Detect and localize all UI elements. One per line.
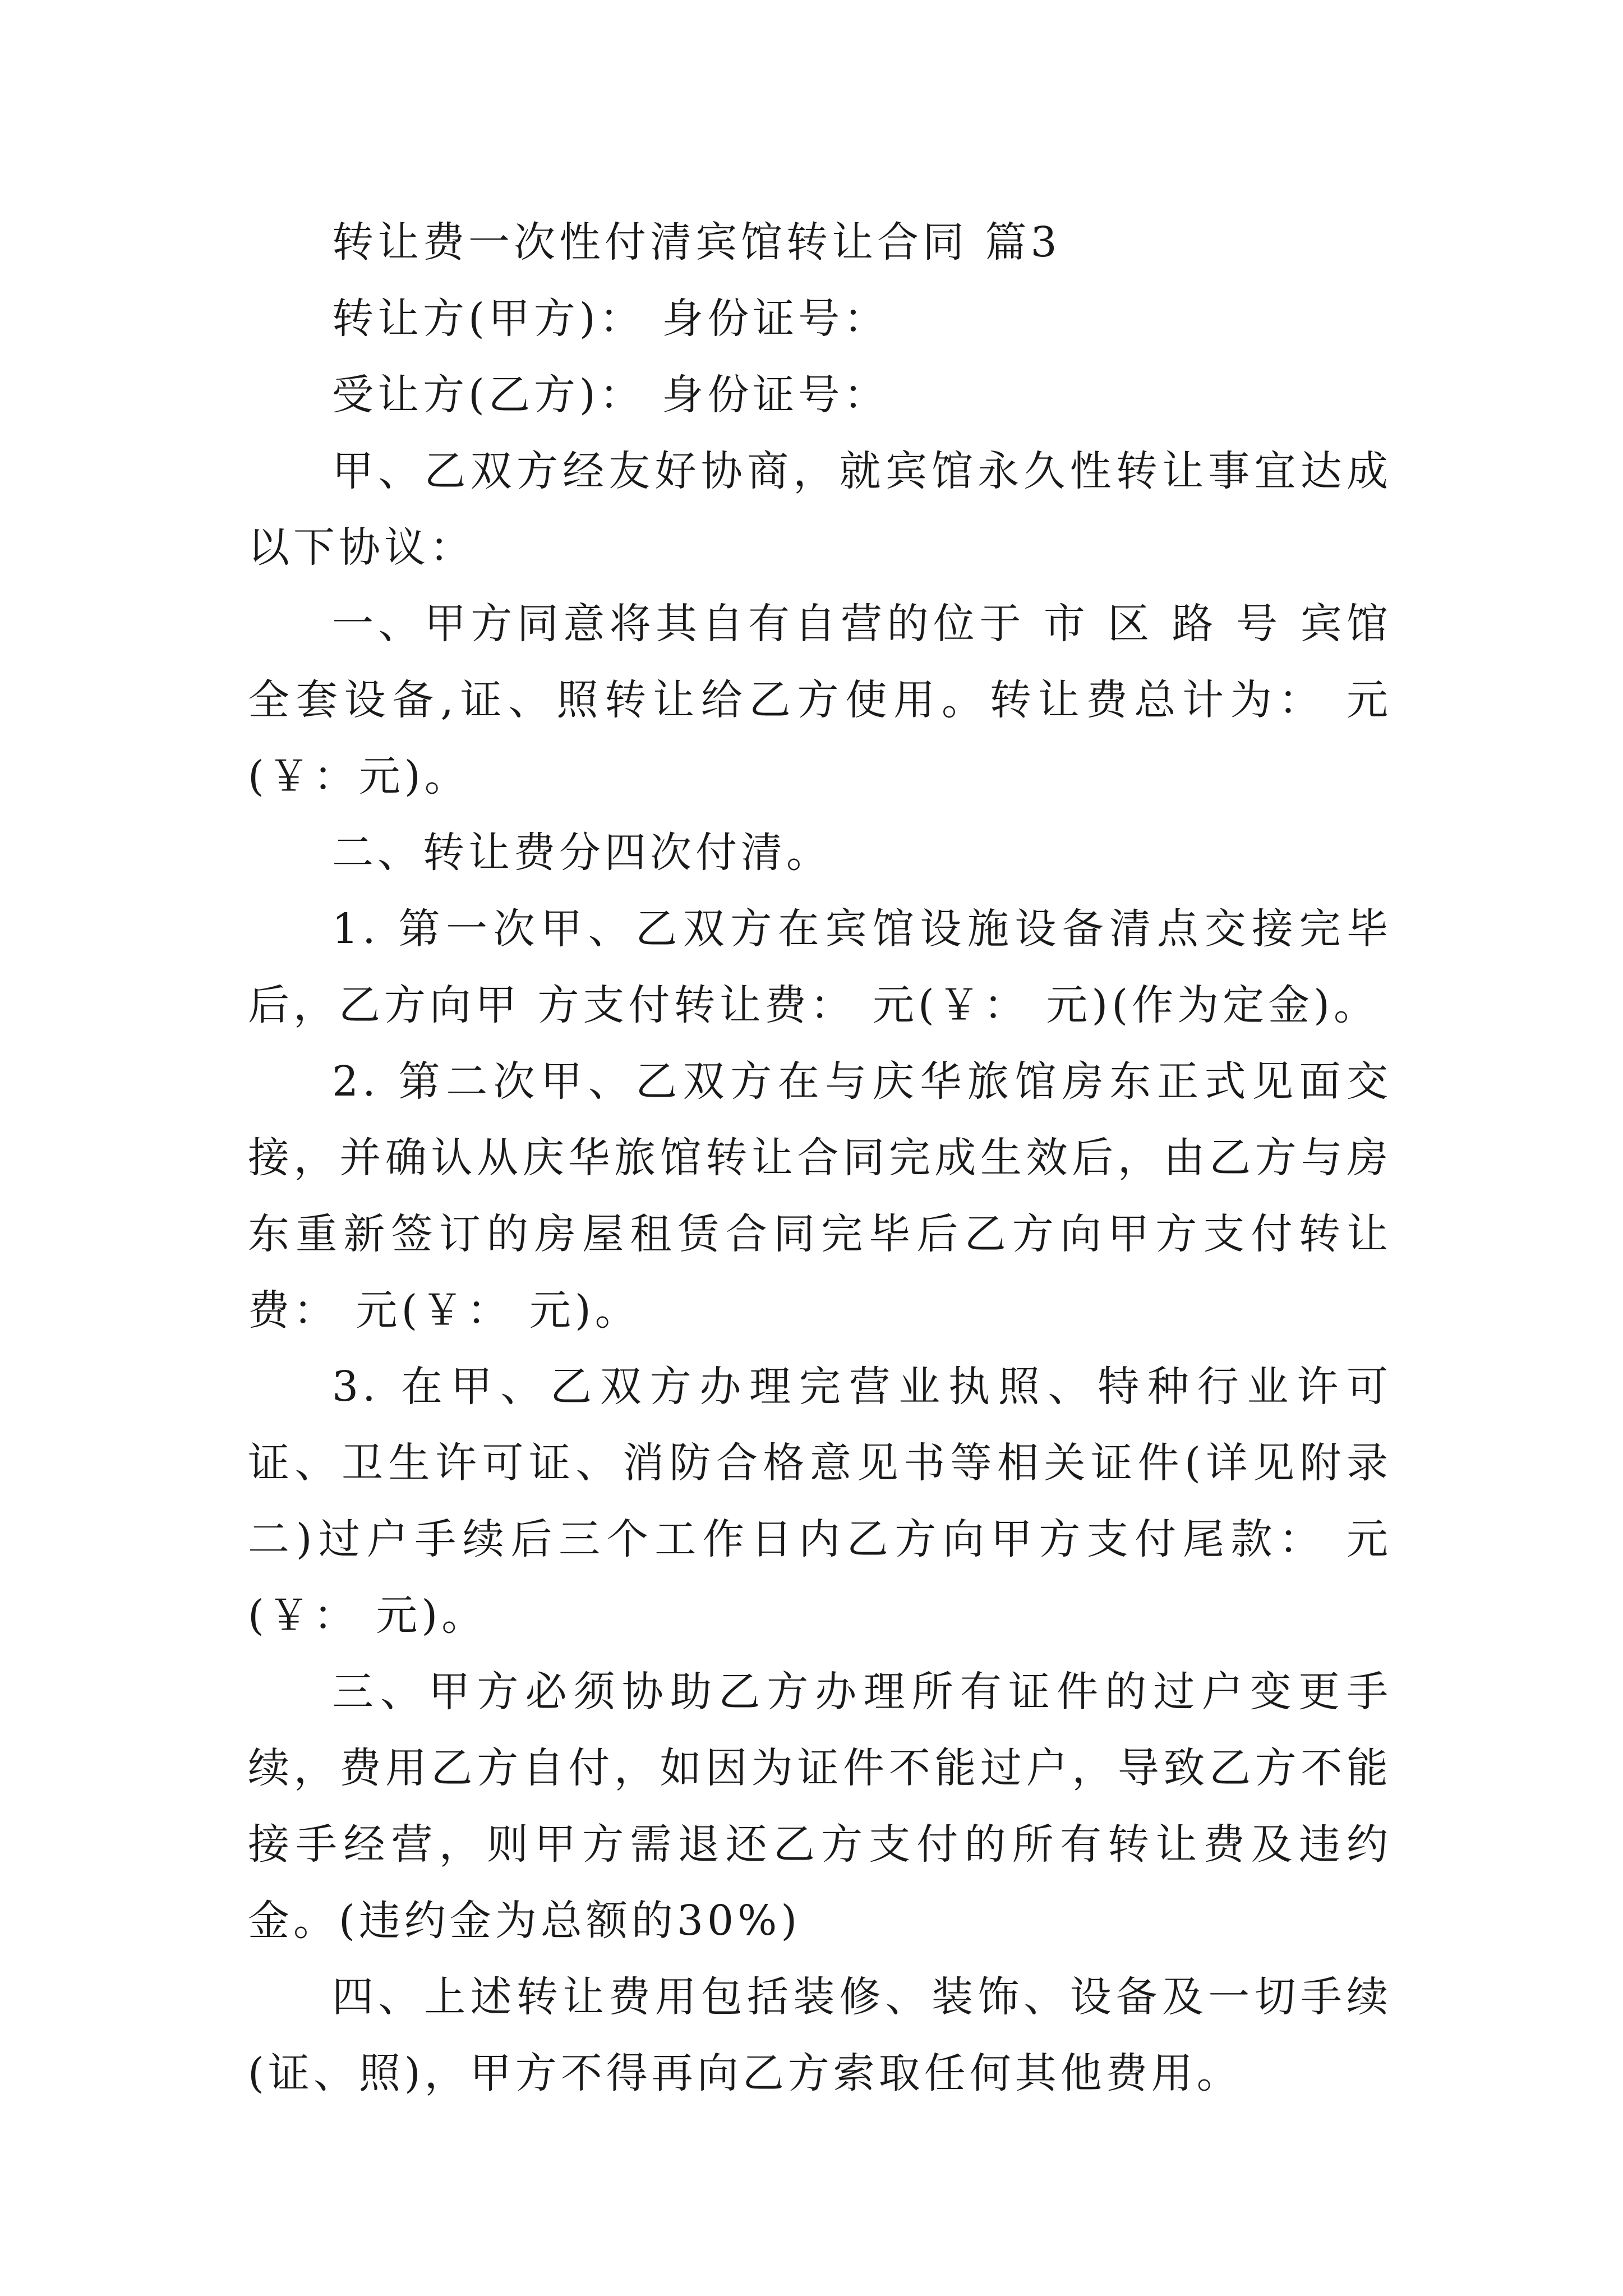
clause-4: 四、上述转让费用包括装修、装饰、设备及一切手续(证、照)，甲方不得再向乙方索取任何其他费用。 <box>248 1973 1392 2097</box>
clause-2-item-1: 1. 第一次甲、乙双方在宾馆设施设备清点交接完毕后，乙方向甲 方支付转让费： 元(￥： 元)(作为定金)。 <box>248 905 1392 1029</box>
clause-2-item-3: 3. 在甲、乙双方办理完营业执照、特种行业许可证、卫生许可证、消防合格意见书等相关证件(详见附录二)过户手续后三个工作日内乙方向甲方支付尾款： 元(￥： 元)。 <box>248 1363 1392 1640</box>
document-body <box>248 204 1392 2111</box>
clause-1: 一、甲方同意将其自有自营的位于 市 区 路 号 宾馆全套设备,证、照转让给乙方使用。转让费总计为： 元(￥：元)。 <box>248 600 1392 800</box>
clause-2-item-2: 2. 第二次甲、乙双方在与庆华旅馆房东正式见面交接，并确认从庆华旅馆转让合同完成生效后，由乙方与房东重新签订的房屋租赁合同完毕后乙方向甲方支付转让费： 元(￥： 元)。 <box>248 1057 1392 1335</box>
clause-2: 二、转让费分四次付清。 <box>332 829 832 877</box>
clause-3: 三、甲方必须协助乙方办理所有证件的过户变更手续，费用乙方自付，如因为证件不能过户，导致乙方不能接手经营，则甲方需退还乙方支付的所有转让费及违约金。(违约金为总额的30%) <box>248 1668 1392 1945</box>
agreement-intro: 甲、乙双方经友好协商，就宾馆永久性转让事宜达成以下协议： <box>248 447 1392 572</box>
contract-title: 转让费一次性付清宾馆转让合同 篇3 <box>332 218 1061 266</box>
transferee-line: 受让方(乙方)： 身份证号： <box>332 371 889 419</box>
transferor-line: 转让方(甲方)： 身份证号： <box>332 295 889 343</box>
